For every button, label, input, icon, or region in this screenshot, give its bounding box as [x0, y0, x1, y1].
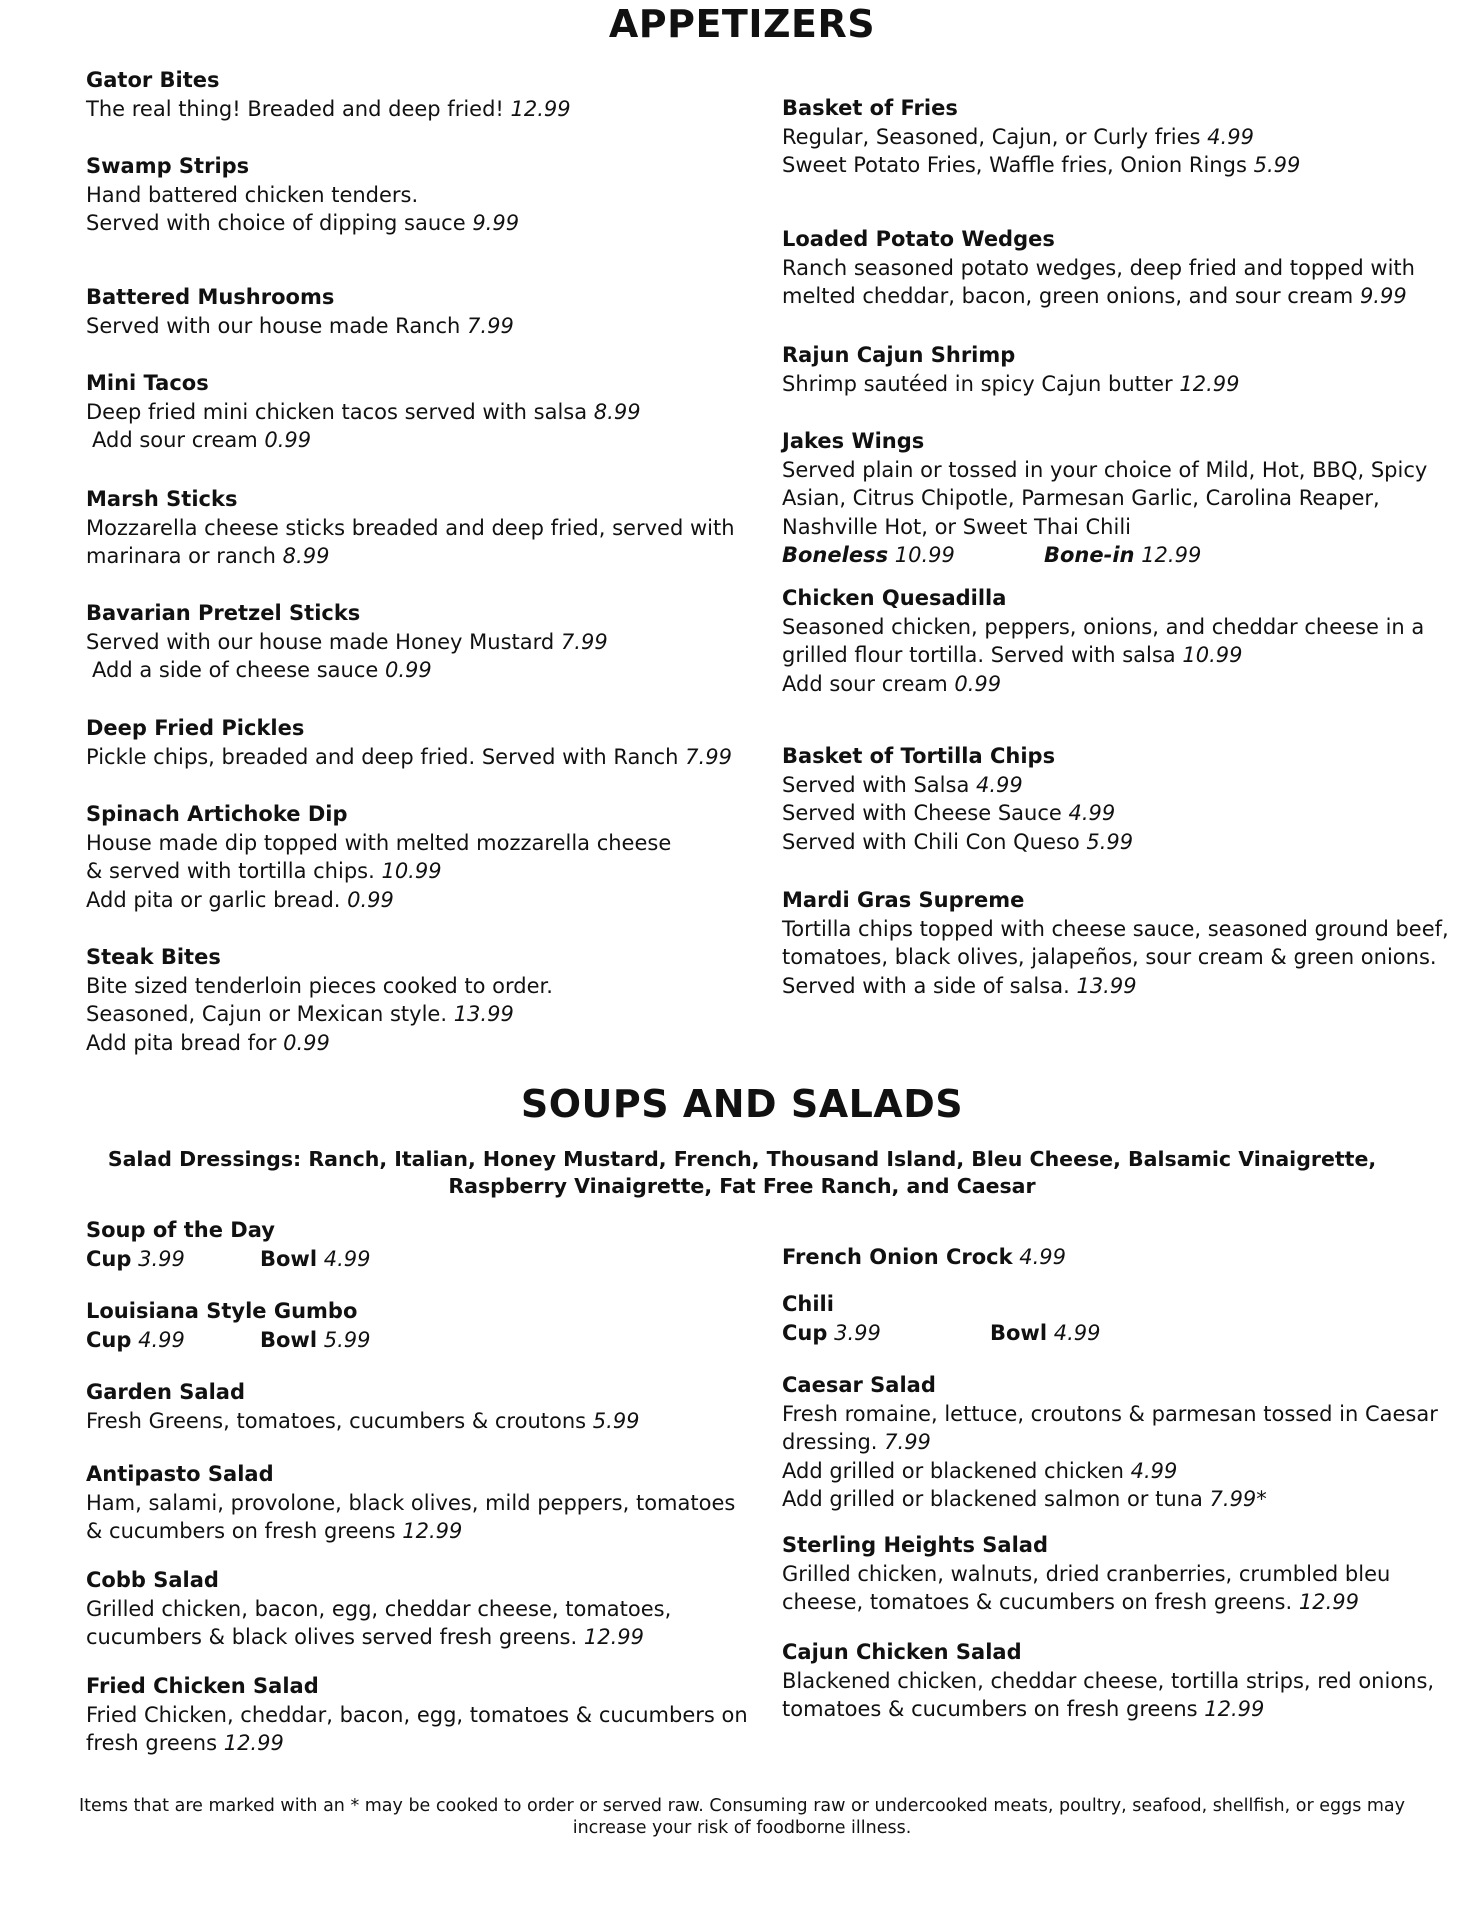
- menu-item-french-onion-crock: [782, 1243, 1066, 1272]
- bowl-label: Bowl: [260, 1327, 318, 1352]
- item-desc: Seasoned, Cajun or Mexican style.: [86, 1002, 447, 1026]
- item-price: 13.99: [1076, 973, 1137, 998]
- item-price: 8.99: [593, 399, 641, 424]
- item-desc: House made dip topped with melted mozzarella cheese: [86, 830, 672, 855]
- item-desc: cheese, tomatoes & cucumbers on fresh greens.: [782, 1590, 1293, 1614]
- item-name: Battered Mushrooms: [86, 285, 335, 309]
- item-name: French Onion Crock: [782, 1245, 1013, 1269]
- soups-salads-title: SOUPS AND SALADS: [520, 1082, 964, 1126]
- item-addon: Add grilled or blackened salmon or tuna: [782, 1487, 1203, 1511]
- item-desc: tomatoes, black olives, jalapeños, sour cream & green onions.: [782, 945, 1437, 969]
- item-desc: Fresh Greens, tomatoes, cucumbers & croutons: [86, 1408, 587, 1433]
- menu-item-deep-fried-pickles: [86, 714, 732, 771]
- dressings-line: Salad Dressings: Ranch, Italian, Honey Mustard, French, Thousand Island, Bleu Cheese, Balsamic Vinaigrette,: [107, 1147, 1377, 1171]
- menu-item-spinach-artichoke-dip: [86, 800, 671, 914]
- menu-item-soup-of-the-day: [86, 1216, 371, 1273]
- item-desc: Blackened chicken, cheddar cheese, tortilla strips, red onions,: [782, 1668, 1435, 1693]
- item-desc: Served with Chili Con Queso: [782, 829, 1080, 854]
- item-name: Loaded Potato Wedges: [782, 227, 1055, 251]
- disclaimer-line: Items that are marked with an * may be cooked to order or served raw. Consuming raw or undercooked meats, poultry, seafood, shellfish, or eggs may: [78, 1796, 1406, 1816]
- menu-item-chicken-quesadilla: [782, 584, 1424, 698]
- menu-item-bavarian-pretzel-sticks: [86, 599, 608, 685]
- menu-item-mini-tacos: [86, 369, 641, 455]
- menu-item-basket-of-fries: [782, 94, 1300, 180]
- item-desc: Mozzarella cheese sticks breaded and deep fried, served with: [86, 515, 735, 540]
- appetizers-title: APPETIZERS: [608, 2, 876, 46]
- menu-item-swamp-strips: [86, 152, 519, 238]
- cup-price: 4.99: [138, 1327, 185, 1352]
- item-desc: Fresh romaine, lettuce, croutons & parmesan tossed in Caesar: [782, 1401, 1438, 1426]
- item-desc: tomatoes & cucumbers on fresh greens: [782, 1697, 1198, 1721]
- item-price: 7.99: [884, 1430, 931, 1454]
- item-addon-price: 0.99: [283, 1030, 330, 1055]
- item-price: 12.99: [223, 1731, 284, 1755]
- item-price: 12.99: [402, 1519, 463, 1543]
- item-name: Swamp Strips: [86, 154, 250, 178]
- item-name: Louisiana Style Gumbo: [86, 1299, 358, 1323]
- item-desc: Hand battered chicken tenders.: [86, 182, 419, 207]
- item-price: 4.99: [1019, 1245, 1067, 1269]
- item-desc: & cucumbers on fresh greens: [86, 1519, 396, 1543]
- boneless-price: 10.99: [894, 543, 955, 567]
- menu-item-jakes-wings: [782, 427, 1427, 570]
- item-price: 7.99: [560, 629, 608, 654]
- menu-item-mardi-gras-supreme: [782, 886, 1449, 1000]
- bowl-price: 4.99: [323, 1246, 371, 1271]
- item-name: Cobb Salad: [86, 1568, 219, 1592]
- bowl-price: 4.99: [1053, 1320, 1101, 1345]
- item-desc: Seasoned chicken, peppers, onions, and cheddar cheese in a: [782, 614, 1425, 639]
- disclaimer-line: increase your risk of foodborne illness.: [572, 1818, 912, 1838]
- item-desc: Nashville Hot, or Sweet Thai Chili: [782, 514, 1131, 539]
- item-price: 9.99: [472, 211, 520, 235]
- item-name: Sterling Heights Salad: [782, 1533, 1048, 1557]
- dressings-line: Raspberry Vinaigrette, Fat Free Ranch, and Caesar: [448, 1174, 1036, 1198]
- item-price: 10.99: [381, 859, 442, 883]
- raw-food-disclaimer: [60, 1795, 1424, 1839]
- item-name: Jakes Wings: [782, 429, 925, 453]
- item-price: 5.99: [1253, 153, 1301, 177]
- menu-item-steak-bites: [86, 943, 553, 1057]
- item-desc: marinara or ranch: [86, 544, 276, 568]
- menu-item-loaded-potato-wedges: [782, 225, 1415, 311]
- item-desc: Grilled chicken, walnuts, dried cranberries, crumbled bleu: [782, 1561, 1391, 1586]
- item-desc: Served with choice of dipping sauce: [86, 211, 466, 235]
- item-price: 10.99: [1182, 643, 1243, 667]
- item-addon: Add sour cream: [92, 428, 258, 452]
- item-desc: Served with a side of salsa.: [782, 973, 1070, 998]
- item-desc: Tortilla chips topped with cheese sauce, seasoned ground beef,: [782, 916, 1449, 941]
- item-desc: Sweet Potato Fries, Waffle fries, Onion Rings: [782, 153, 1247, 177]
- menu-item-battered-mushrooms: [86, 283, 514, 340]
- item-addon: Add grilled or blackened chicken: [782, 1458, 1124, 1483]
- bowl-label: Bowl: [990, 1320, 1048, 1345]
- menu-item-antipasto-salad: [86, 1460, 735, 1546]
- item-name: Rajun Cajun Shrimp: [782, 343, 1016, 367]
- item-addon: Add sour cream: [782, 671, 948, 696]
- item-name: Chicken Quesadilla: [782, 586, 1007, 610]
- item-desc: Regular, Seasoned, Cajun, or Curly fries: [782, 124, 1201, 149]
- menu-item-basket-of-tortilla-chips: [782, 742, 1133, 856]
- item-addon-price: 0.99: [954, 671, 1002, 696]
- item-name: Steak Bites: [86, 945, 221, 969]
- item-price: 5.99: [592, 1408, 640, 1433]
- boneless-label: Boneless: [782, 543, 889, 567]
- item-price: 12.99: [510, 96, 571, 121]
- item-name: Antipasto Salad: [86, 1462, 274, 1486]
- cup-label: Cup: [86, 1327, 132, 1352]
- salad-dressings-note: [60, 1146, 1424, 1200]
- item-desc: Deep fried mini chicken tacos served with salsa: [86, 399, 588, 424]
- item-price: 5.99: [1086, 829, 1134, 854]
- item-addon-price: 0.99: [264, 428, 312, 452]
- item-price: 7.99: [467, 313, 514, 338]
- item-desc: cucumbers & black olives served fresh greens.: [86, 1625, 578, 1649]
- menu-item-fried-chicken-salad: [86, 1672, 748, 1758]
- item-desc: Served with our house made Ranch: [86, 313, 461, 338]
- item-name: Garden Salad: [86, 1380, 245, 1404]
- item-addon: Add a side of cheese sauce: [92, 658, 379, 682]
- item-desc: Shrimp sautéed in spicy Cajun butter: [782, 371, 1173, 396]
- item-name: Mini Tacos: [86, 371, 209, 395]
- item-name: Basket of Tortilla Chips: [782, 744, 1056, 768]
- item-desc: The real thing! Breaded and deep fried!: [86, 96, 504, 121]
- cup-price: 3.99: [138, 1246, 185, 1271]
- menu-item-cobb-salad: [86, 1566, 671, 1652]
- item-addon: Add pita or garlic bread.: [86, 887, 341, 912]
- item-name: Gator Bites: [86, 68, 220, 92]
- item-price: 12.99: [1298, 1590, 1359, 1614]
- menu-item-sterling-heights-salad: [782, 1531, 1390, 1617]
- item-price: 7.99: [685, 744, 732, 769]
- item-name: Mardi Gras Supreme: [782, 888, 1025, 912]
- item-addon-price: 7.99: [1209, 1487, 1257, 1511]
- item-desc: dressing.: [782, 1430, 878, 1454]
- item-desc: Grilled chicken, bacon, egg, cheddar cheese, tomatoes,: [86, 1596, 672, 1621]
- item-desc: melted cheddar, bacon, green onions, and sour cream: [782, 284, 1354, 308]
- item-name: Marsh Sticks: [86, 487, 238, 511]
- item-name: Fried Chicken Salad: [86, 1674, 319, 1698]
- item-desc: & served with tortilla chips.: [86, 859, 375, 883]
- menu-item-caesar-salad: [782, 1371, 1438, 1514]
- item-price: 4.99: [1068, 801, 1116, 825]
- item-desc: fresh greens: [86, 1731, 218, 1755]
- item-name: Soup of the Day: [86, 1218, 275, 1242]
- item-price: 4.99: [1207, 124, 1254, 149]
- item-desc: Served with Cheese Sauce: [782, 801, 1062, 825]
- item-price: 13.99: [453, 1002, 514, 1026]
- menu-item-marsh-sticks: [86, 485, 735, 571]
- bonein-label: Bone-in: [1044, 543, 1135, 567]
- item-desc: Served with Salsa: [782, 772, 970, 797]
- cup-label: Cup: [782, 1320, 828, 1345]
- item-name: Bavarian Pretzel Sticks: [86, 601, 361, 625]
- item-desc: grilled flour tortilla. Served with salsa: [782, 643, 1176, 667]
- item-price: 9.99: [1359, 284, 1407, 308]
- item-name: Basket of Fries: [782, 96, 958, 120]
- cup-label: Cup: [86, 1246, 132, 1271]
- item-price: 4.99: [976, 772, 1023, 797]
- item-desc: Ranch seasoned potato wedges, deep fried and topped with: [782, 255, 1415, 280]
- menu-item-cajun-chicken-salad: [782, 1638, 1434, 1724]
- menu-item-gator-bites: [86, 66, 571, 123]
- item-price: 12.99: [583, 1625, 644, 1649]
- item-name: Deep Fried Pickles: [86, 716, 305, 740]
- item-desc: Asian, Citrus Chipotle, Parmesan Garlic, Carolina Reaper,: [782, 486, 1380, 510]
- cup-price: 3.99: [834, 1320, 881, 1345]
- bonein-price: 12.99: [1141, 543, 1202, 567]
- menu-item-louisiana-gumbo: [86, 1297, 371, 1354]
- item-desc: Bite sized tenderloin pieces cooked to order.: [86, 973, 553, 998]
- item-price: 12.99: [1179, 371, 1240, 396]
- item-desc: Ham, salami, provolone, black olives, mild peppers, tomatoes: [86, 1490, 736, 1515]
- item-name: Caesar Salad: [782, 1373, 936, 1397]
- item-addon-price: 0.99: [347, 887, 394, 912]
- item-desc: Served with our house made Honey Mustard: [86, 629, 555, 654]
- menu-item-chili: [782, 1290, 1101, 1347]
- item-price: 12.99: [1204, 1697, 1265, 1721]
- item-addon-price: 0.99: [385, 658, 432, 682]
- menu-item-garden-salad: [86, 1378, 640, 1435]
- bowl-label: Bowl: [260, 1246, 318, 1271]
- item-price: 8.99: [282, 544, 330, 568]
- item-addon: Add pita bread for: [86, 1030, 277, 1055]
- item-name: Spinach Artichoke Dip: [86, 802, 348, 826]
- item-desc: Pickle chips, breaded and deep fried. Served with Ranch: [86, 744, 679, 769]
- raw-warning-mark: *: [1256, 1487, 1267, 1511]
- item-desc: Served plain or tossed in your choice of Mild, Hot, BBQ, Spicy: [782, 457, 1428, 482]
- menu-item-rajun-cajun-shrimp: [782, 341, 1239, 398]
- item-name: Cajun Chicken Salad: [782, 1640, 1022, 1664]
- bowl-price: 5.99: [323, 1327, 371, 1352]
- item-name: Chili: [782, 1292, 834, 1316]
- item-desc: Fried Chicken, cheddar, bacon, egg, tomatoes & cucumbers on: [86, 1702, 748, 1727]
- item-addon-price: 4.99: [1130, 1458, 1178, 1483]
